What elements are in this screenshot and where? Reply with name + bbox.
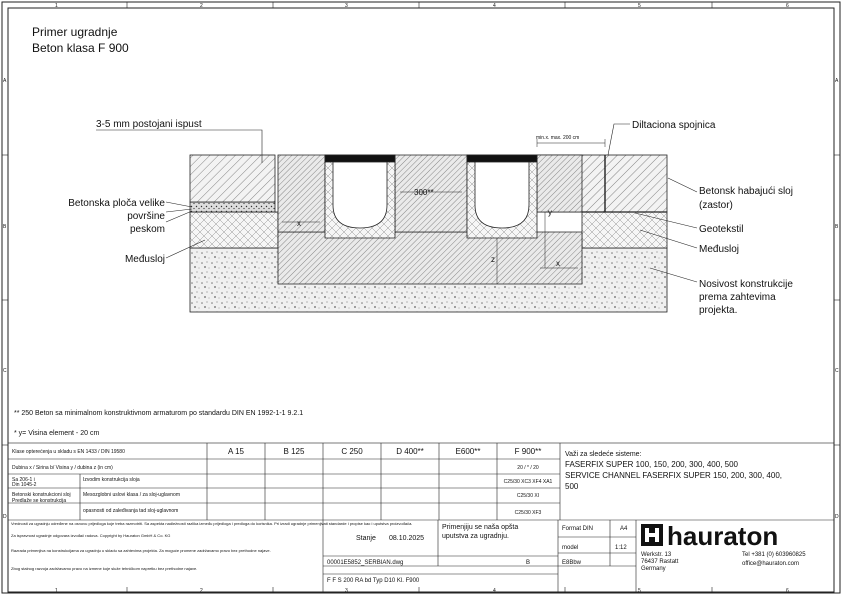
label-geotextile: Geotekstil bbox=[699, 224, 744, 235]
col-label-3: 3 bbox=[345, 3, 348, 9]
label-drain: 3-5 mm postojani ispust bbox=[96, 119, 202, 130]
dim-x-label-left: x bbox=[297, 219, 301, 228]
row-label-a: A bbox=[3, 78, 7, 84]
drawing-code: E8Bbw bbox=[562, 560, 582, 566]
row-label-c-right: C bbox=[835, 368, 839, 374]
class-c250: C 250 bbox=[341, 447, 363, 456]
col-label-3-bottom: 3 bbox=[345, 588, 348, 594]
col-label-4-bottom: 4 bbox=[493, 588, 496, 594]
label-slab-2: površine bbox=[127, 211, 165, 222]
row2-sub: Izvodim konstrukcija sloja bbox=[83, 477, 140, 483]
label-joint: Diltaciona spojnica bbox=[632, 120, 716, 131]
legal-p1: Vrednosti za ugradnju određene na osnovu prijedloga koje treba razmotriti. Sa aspekta nadležnosti razlika između prijedloga i predloga do korisnika. Pri izradi ugradnje primenjivati standarde i propise kao i uputstva proizvođača. bbox=[11, 521, 413, 526]
status-label: Stanje bbox=[356, 535, 376, 542]
logo-text: hauraton bbox=[667, 521, 779, 551]
class-d400: D 400** bbox=[396, 447, 424, 456]
row4-mid: opasnosti od zaleđivanja tad sloj-uglavnom bbox=[83, 508, 179, 514]
row3-sub-2: Predlaže se konstrukcija bbox=[12, 498, 67, 504]
drawing-title: F F S 200 RA bd Typ D10 Kl. F900 bbox=[327, 578, 420, 584]
label-wear-1: Betonsk habajući sloj bbox=[699, 186, 793, 197]
row2-value: C25/30 XC3 XF4 XA1 bbox=[503, 479, 553, 485]
legal-p3: Razrada primenjiva na konstrukcijama za ugradnju u skladu sa zahtevima projekta. Za moguće promene zadržavamo pravo bez prethodne najave. bbox=[11, 548, 271, 553]
label-bearing-2: prema zahtevima bbox=[699, 292, 776, 303]
grate-2 bbox=[467, 155, 537, 162]
legal-p2: Za ispravnost ugradnje odgovara izvođač radova. Copyright by Hauraton GmbH & Co. KG bbox=[11, 533, 171, 538]
label-subbase-right: Međusloj bbox=[699, 244, 740, 255]
systems-line-2: SERVICE CHANNEL FASERFIX SUPER 150, 200, 300, 400, bbox=[565, 471, 782, 480]
row2-label-2: Din 1045-2 bbox=[12, 482, 37, 488]
row4-value: C25/30 XF3 bbox=[514, 510, 542, 516]
note-2: * y= Visina element - 20 cm bbox=[14, 430, 100, 437]
company-phone: Tel +381 (0) 603960825 bbox=[742, 552, 806, 558]
class-f900: F 900** bbox=[514, 447, 542, 456]
haunch-left bbox=[278, 155, 325, 232]
class-a15: A 15 bbox=[227, 447, 245, 456]
tb-note-1: Primenjiju se naša opšta bbox=[442, 524, 519, 531]
row-label-a-right: A bbox=[835, 78, 839, 84]
title-line-1: Primer ugradnje bbox=[32, 25, 118, 39]
label-slab-3: peskom bbox=[129, 224, 165, 235]
address-1: Werkstr. 13 bbox=[641, 552, 672, 558]
hauraton-logo bbox=[641, 521, 778, 551]
row2-label-1: Sa 206-1 i bbox=[12, 477, 35, 483]
col-label-5-bottom: 5 bbox=[638, 588, 641, 594]
format-label: Format DIN bbox=[562, 526, 594, 532]
sand-layer bbox=[190, 202, 275, 212]
title-line-2: Beton klasa F 900 bbox=[32, 41, 129, 55]
subbase-left bbox=[190, 212, 278, 248]
col-label-4: 4 bbox=[493, 3, 496, 9]
row-label-d: D bbox=[3, 514, 7, 520]
row1-value: 20 / * / 20 bbox=[517, 465, 539, 471]
row-label-d-right: D bbox=[835, 514, 839, 520]
leader-slab bbox=[166, 202, 192, 207]
class-columns bbox=[228, 447, 541, 456]
col-label-6-bottom: 6 bbox=[786, 588, 789, 594]
file-name: 00001E5852_SERBIAN.dwg bbox=[327, 560, 404, 566]
address-3: Germany bbox=[641, 566, 666, 572]
note-1: ** 250 Beton sa minimalnom konstruktivnom armaturom po standardu DIN EN 1992-1-1 9.2.1 bbox=[14, 410, 304, 417]
legal-p4: Zbog stalnog razvoja zadržavamo pravo na izmene koje služe tehničkom napretku bez prethodne najave. bbox=[11, 566, 198, 571]
status-date: 08.10.2025 bbox=[389, 535, 425, 542]
revision: B bbox=[526, 560, 531, 566]
tb-note-2: uputstva za ugradnju. bbox=[442, 533, 509, 540]
dim-y-label: y bbox=[548, 208, 552, 217]
class-table-header: Klase opterećenja u skladu s EN 1433 / DIN 19580 bbox=[12, 449, 125, 455]
col-label-6: 6 bbox=[786, 3, 789, 9]
leader-joint bbox=[608, 124, 630, 155]
col-label-2-bottom: 2 bbox=[200, 588, 203, 594]
row1-label: Dubina x / Sirina b/ Visina y / dubina z (in cm) bbox=[12, 465, 113, 471]
col-label-1-bottom: 1 bbox=[55, 588, 58, 594]
row-label-c: C bbox=[3, 368, 7, 374]
format-value: A4 bbox=[620, 526, 628, 532]
address-2: 76437 Rastatt bbox=[641, 559, 679, 565]
scale-value: 1:12 bbox=[615, 545, 627, 551]
row3-mid: Mesozglobni uslovi klasa / za sloj-uglavnom bbox=[83, 492, 180, 498]
haunch-right bbox=[537, 155, 582, 212]
col-label-2: 2 bbox=[200, 3, 203, 9]
row-label-b: B bbox=[3, 224, 7, 230]
systems-line-3: 500 bbox=[565, 482, 579, 491]
label-subbase-left: Međusloj bbox=[124, 254, 165, 265]
dim-300-label: 300** bbox=[414, 188, 434, 197]
company-email: office@hauraton.com bbox=[742, 561, 800, 567]
channel-trough-1 bbox=[333, 160, 387, 228]
row3-value: C25/30 XI bbox=[516, 493, 540, 499]
leader-wear bbox=[668, 178, 697, 192]
class-e600: E600** bbox=[455, 447, 481, 456]
col-label-1: 1 bbox=[55, 3, 58, 9]
model-label: model bbox=[562, 545, 579, 551]
systems-line-1: FASERFIX SUPER 100, 150, 200, 300, 400, 500 bbox=[565, 460, 738, 469]
channel-trough-2 bbox=[475, 160, 529, 228]
label-bearing-3: projekta. bbox=[699, 305, 738, 316]
col-label-5: 5 bbox=[638, 3, 641, 9]
dim-joint-label: min.x. max. 200 cm bbox=[536, 135, 580, 141]
label-wear-2: (zastor) bbox=[699, 200, 733, 211]
label-slab-1: Betonska ploča velike bbox=[68, 198, 165, 209]
label-bearing-1: Nosivost konstrukcije bbox=[699, 279, 793, 290]
concrete-foundation bbox=[278, 232, 582, 284]
row3-sub-1: Betonski konstrukcioni sloj bbox=[12, 492, 71, 498]
systems-label: Važi za sledeće sisteme: bbox=[565, 451, 642, 458]
cross-section bbox=[190, 155, 667, 312]
grate-1 bbox=[325, 155, 395, 162]
dim-z-label: z bbox=[491, 255, 495, 264]
row-label-b-right: B bbox=[835, 224, 839, 230]
dim-x-label-right: x bbox=[556, 259, 560, 268]
class-b125: B 125 bbox=[283, 447, 305, 456]
